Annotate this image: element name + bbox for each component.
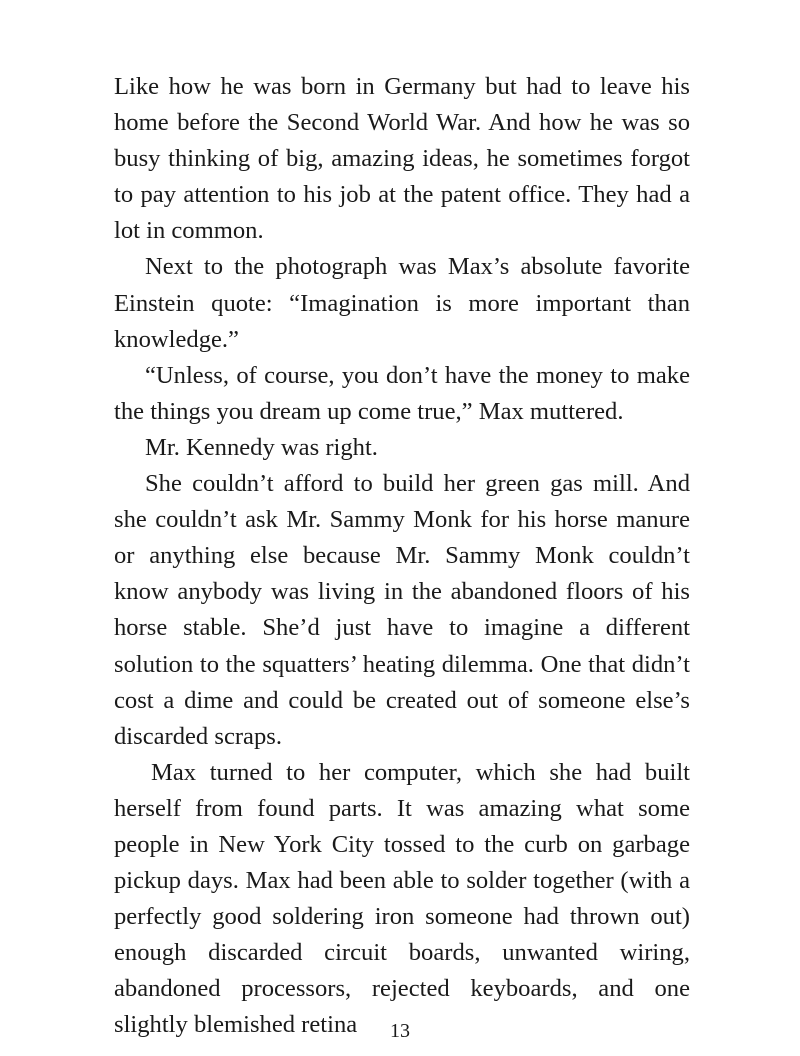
paragraph: Max turned to her computer, which she had built herself from found parts. It was amazing what some people in New York City tossed to the curb on garbage pickup days. Max had been able to solder together (with a perfectly good soldering iron someone had thrown out) enough discarded circuit boards, unwanted wiring, abandoned processors, rejected keyboards, and one slightly blemished retina <box>114 758 690 1039</box>
paragraph: She couldn’t afford to build her green gas mill. And she couldn’t ask Mr. Sammy Monk for his horse manure or anything else because Mr. Sammy Monk couldn’t know anybody was living in the abandoned floors of his horse stable. She’d just have to imagine a different solution to the squatters’ heating dilemma. One that didn’t cost a dime and could be created out of someone else’s discarded scraps. <box>114 470 690 750</box>
paragraph: Mr. Kennedy was right. <box>145 433 378 461</box>
paragraph: Next to the photograph was Max’s absolute favorite Einstein quote: “Imagination is more important than knowledge.” <box>114 253 690 353</box>
page-number: 13 <box>390 1020 410 1042</box>
paragraph: Like how he was born in Germany but had to leave his home before the Second World War. And how he was so busy thinking of big, amazing ideas, he sometimes forgot to pay attention to his job at the patent office. They had a lot in common. <box>114 73 690 245</box>
paragraph: “Unless, of course, you don’t have the money to make the things you dream up come true,” Max muttered. <box>114 361 690 425</box>
body-text <box>114 69 690 1044</box>
